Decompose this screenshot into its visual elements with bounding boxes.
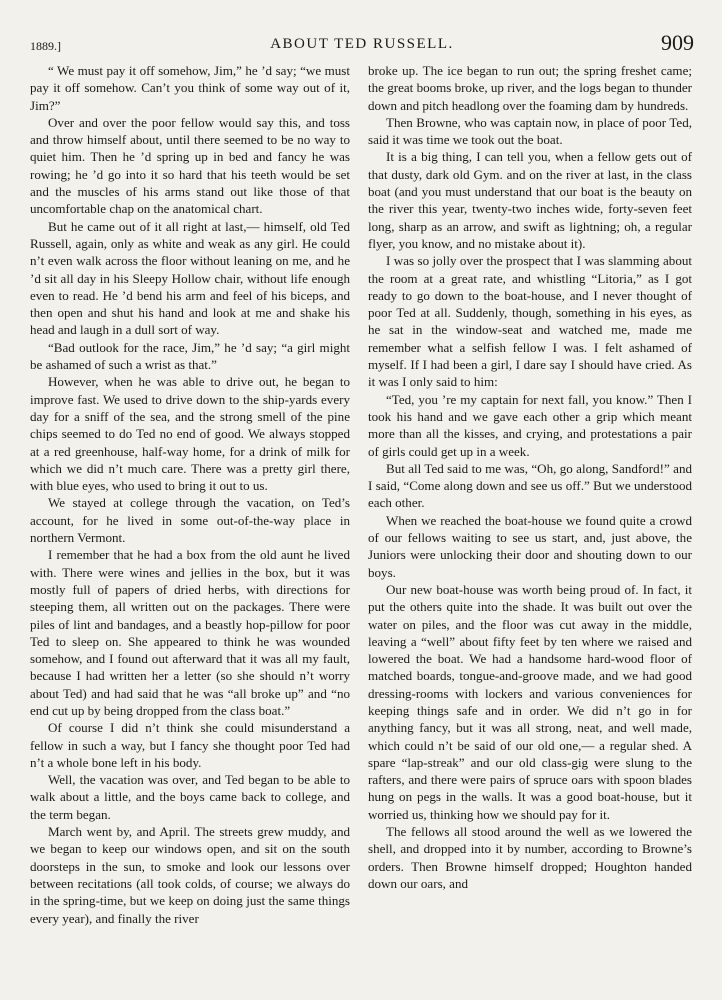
paragraph: Our new boat-house was worth being proud of. In fact, it put the others quite into the shade. It was built out over the water on piles, and the floor was cut away in the middle, leaving a “well” about fifty feet by ten where we raised and lowered the boat. We had a handsome hard-wood floor of matched boards, tongue-and-groove made, and we had good dressing-rooms with lockers and various conveniences for keeping things safe and in order. We did n’t go in for anything fancy, but it was all strong, neat, and well made, which could n’t be said of our old one,— a regular shed. A spare “lap-streak” and our old class-gig were slung to the rafters, and there were pairs of spruce oars with spoon blades hung on pegs in the walls. It was a good boat-house, but it worried us, thinking how we should pay for it. xyxy=(368,581,692,822)
paragraph: “Bad outlook for the race, Jim,” he ’d say; “a girl might be ashamed of such a wrist as that.” xyxy=(30,339,350,373)
paragraph: Then Browne, who was captain now, in place of poor Ted, said it was time we took out the boat. xyxy=(368,114,692,148)
right-column xyxy=(368,62,692,892)
header-title: ABOUT TED RUSSELL. xyxy=(270,36,454,52)
left-column xyxy=(30,62,350,927)
paragraph: Over and over the poor fellow would say this, and toss and throw himself about, until there seemed to be no way to quiet him. Then he ’d spring up in bed and fancy he was rowing; he ’d go into it so hard that his teeth would be set and the muscles of his arms stand out like those of that uncomfortable chap on the anatomical chart. xyxy=(30,114,350,217)
header-date: 1889.] xyxy=(30,39,61,53)
paragraph-continued: broke up. The ice began to run out; the spring freshet came; the great booms broke, up river, and the logs began to thunder down and pitch headlong over the foaming dam by hundreds. xyxy=(368,63,692,113)
page-number: 909 xyxy=(661,30,694,55)
paragraph: It is a big thing, I can tell you, when a fellow gets out of that dusty, dark old Gym. and on the river at last, in the class boat (and you must understand that our boat is the beauty on the river this year, twenty-two inches wide, forty-seven feet long, sharp as an arrow, and swift as lightning; oh, a regular flyer, you know, and no mistake about it). xyxy=(368,149,692,251)
paragraph: “Ted, you ’re my captain for next fall, you know.” Then I took his hand and we gave each other a grip which meant more than all the kisses, and crying, and protestations a pair of girls could get up in a week. xyxy=(368,391,692,459)
paragraph: The fellows all stood around the well as we lowered the shell, and dropped into it by number, according to Browne’s orders. Then Browne himself dropped; Houghton handed down our oars, and xyxy=(368,824,692,891)
paragraph: Of course I did n’t think she could misunderstand a fellow in such a way, but I fancy she thought poor Ted had n’t a whole bone left in his body. xyxy=(30,720,350,770)
paragraph: However, when he was able to drive out, he began to improve fast. We used to drive down to the ship-yards every day for a sniff of the sea, and the strong smell of the pine chips seemed to do Ted no end of good. We always stopped at a red greenhouse, half-way home, for a drink of milk for which we did n’t much care. There was a pretty girl there, with blue eyes, who used to bring it out to us. xyxy=(30,374,350,494)
paragraph: I remember that he had a box from the old aunt he lived with. There were wines and jellies in the box, but it was mostly full of papers of dried herbs, with directions for steeping them, all written out on the packages. There were piles of lint and bandages, and a beastly hop-pillow for poor Ted to sleep on. She appeared to think he was wounded somehow, and I found out afterward that it was all my fault, because I had written her a letter (so she should n’t worry about Ted) and had said that he was “all broke up” and “no end cut up by being dropped from the class boat.” xyxy=(30,547,350,718)
paragraph: Well, the vacation was over, and Ted began to be able to walk about a little, and the boys came back to college, and the term began. xyxy=(30,772,350,822)
paragraph: But all Ted said to me was, “Oh, go along, Sandford!” and I said, “Come along down and see us off.” But we understood each other. xyxy=(368,460,692,511)
paragraph: But he came out of it all right at last,— himself, old Ted Russell, again, only as white and weak as any girl. He could n’t even walk across the floor without leaning on me, and he ’d sit all day in his Sleepy Hollow chair, without life enough even to read. He ’d bend his arm and feel of his biceps, and then open and shut his hand and look at me and shake his head and laugh in a dull sort of way. xyxy=(30,218,350,338)
paragraph: When we reached the boat-house we found quite a crowd of our fellows waiting to see us start, and, just above, the Juniors were unlocking their door and shouting down to our boys. xyxy=(368,512,692,580)
paragraph: “ We must pay it off somehow, Jim,” he ’d say; “we must pay it off somehow. Can’t you think of some way out of it, Jim?” xyxy=(30,63,350,113)
paragraph: I was so jolly over the prospect that I was slamming about the room at a great rate, and whistling “Litoria,” as I got ready to go down to the boat-house, and I never thought of poor Ted at all. Suddenly, though, something in his eyes, as he sat in the window-seat and watched me, made me remember what a selfish fellow I was. I felt ashamed of myself. If I had been a girl, I dare say I should have cried. As it was I only said to him: xyxy=(368,253,692,390)
paragraph: March went by, and April. The streets grew muddy, and we began to keep our windows open, and sit on the south doorsteps in the sun, to smoke and look our lessons over between recitations (all took colds, of course; we always do in the spring-time, but we keep on doing just the same things every year), and finally the river xyxy=(30,824,350,926)
running-header xyxy=(30,30,694,56)
paragraph: We stayed at college through the vacation, on Ted’s account, for he lived in some out-of-the-way place in northern Vermont. xyxy=(30,495,350,546)
